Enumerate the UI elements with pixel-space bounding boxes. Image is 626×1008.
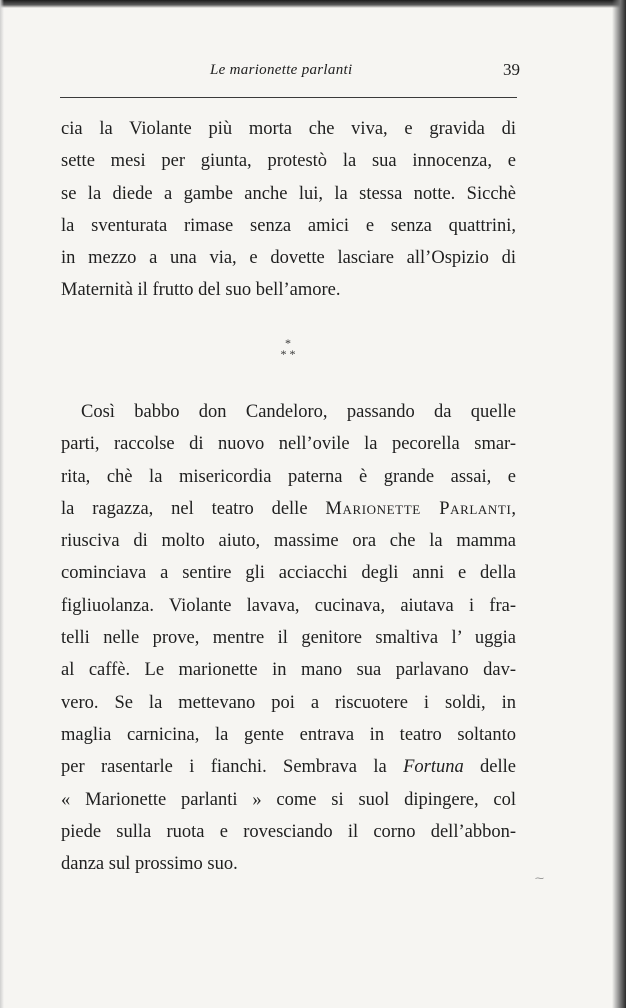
text-run: per rasentarle i fianchi. Sembrava la <box>61 757 404 778</box>
paragraph-2 <box>61 396 516 880</box>
text-line: danza sul prossimo suo. <box>61 854 238 875</box>
text-line: figliuolanza. Violante lavava, cucinava, aiutava i fra- <box>61 595 516 616</box>
text-line: cominciava a sentire gli acciacchi degli anni e della <box>61 563 516 584</box>
italic-word: Fortuna <box>403 757 464 778</box>
asterism-top: * <box>285 336 291 350</box>
text-line: riusciva di molto aiuto, massime ora che la mamma <box>61 531 516 552</box>
header-rule <box>60 97 517 98</box>
ink-speck: ⁓ <box>535 873 544 883</box>
text-line: la sventurata rimase senza amici e senza quattrini, <box>61 215 516 236</box>
text-line: se la diede a gambe anche lui, la stessa notte. Sicchè <box>61 183 516 204</box>
page-right-shadow <box>612 0 626 1008</box>
text-line: « Marionette parlanti » come si suol dipingere, col <box>61 789 516 810</box>
text-line: maglia carnicina, la gente entrava in teatro soltanto <box>61 724 516 745</box>
page-top-shadow <box>0 0 626 8</box>
text-line: al caffè. Le marionette in mano sua parlavano dav- <box>61 660 516 681</box>
text-line: sette mesi per giunta, protestò la sua innocenza, e <box>61 151 516 172</box>
text-line <box>61 493 516 525</box>
text-line: telli nelle prove, mentre il genitore smaltiva l’ uggia <box>61 628 516 649</box>
text-line: parti, raccolse di nuovo nell’ovile la pecorella smar- <box>61 434 516 455</box>
text-line: Maternità il frutto del suo bell’amore. <box>61 280 341 301</box>
text-run: , <box>511 498 517 519</box>
page-number: 39 <box>503 60 520 79</box>
text-line: cia la Violante più morta che viva, e gravida di <box>61 119 516 139</box>
text-line: Così babbo don Candeloro, passando da quelle <box>81 402 516 422</box>
text-run: delle <box>463 757 517 778</box>
paragraph-1 <box>61 113 516 307</box>
text-line <box>61 751 516 783</box>
text-line: piede sulla ruota e rovesciando il corno dell’abbon- <box>61 821 516 842</box>
running-title: Le marionette parlanti <box>210 62 353 78</box>
page-left-shadow <box>0 0 4 1008</box>
asterism-bottom: * * <box>280 347 296 361</box>
text-line: vero. Se la mettevano poi a riscuotere i soldi, in <box>61 692 516 713</box>
small-caps-title: Marionette Parlanti <box>325 498 512 519</box>
text-line: rita, chè la misericordia paterna è grande assai, e <box>61 466 516 487</box>
running-head <box>60 60 520 84</box>
text-line: in mezzo a una via, e dovette lasciare all’Ospizio di <box>61 248 516 269</box>
section-break-asterism <box>268 338 308 368</box>
text-run: la ragazza, nel teatro delle <box>61 498 326 519</box>
